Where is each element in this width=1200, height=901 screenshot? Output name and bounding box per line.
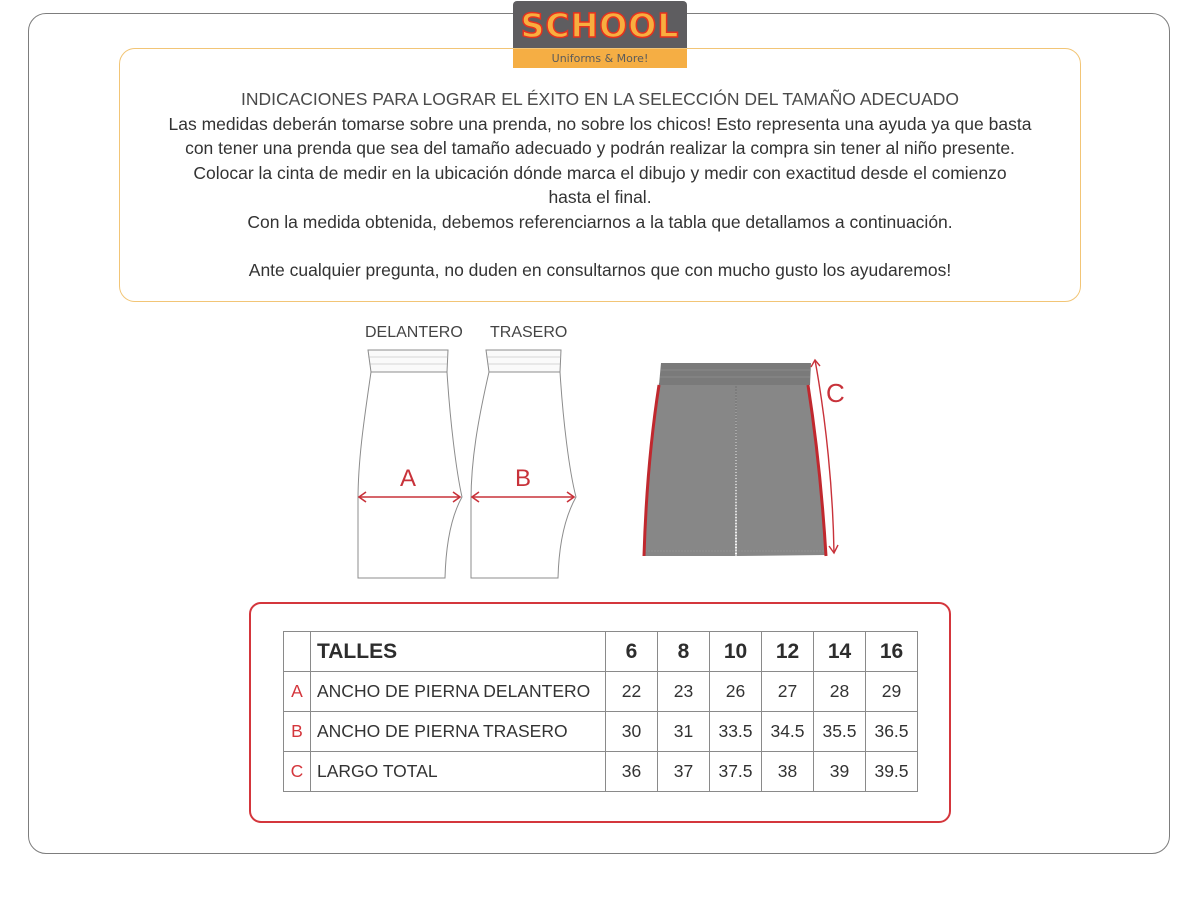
row-value: 33.5 [710,712,762,752]
row-value: 30 [606,712,658,752]
row-value: 37.5 [710,752,762,792]
header-letter-cell [284,632,311,672]
instructions-line: Con la medida obtenida, debemos referenciarnos a la tabla que detallamos a continuación. [247,211,953,232]
row-value: 22 [606,672,658,712]
row-value: 28 [814,672,866,712]
size-header: 14 [814,632,866,672]
row-value: 37 [658,752,710,792]
size-header: 16 [866,632,918,672]
instructions-line: Las medidas deberán tomarse sobre una prenda, no sobre los chicos! Esto representa una ayuda ya que basta [168,113,1032,134]
size-header: 8 [658,632,710,672]
row-value: 36.5 [866,712,918,752]
row-name: LARGO TOTAL [311,752,606,792]
instructions-line: hasta el final. [548,187,652,207]
row-name: ANCHO DE PIERNA TRASERO [311,712,606,752]
front-view-label: DELANTERO [365,324,463,341]
measure-c-label: C [826,378,845,408]
row-value: 36 [606,752,658,792]
row-value: 34.5 [762,712,814,752]
measure-b-label: B [515,465,532,492]
row-value: 38 [762,752,814,792]
size-header: 10 [710,632,762,672]
row-value: 39.5 [866,752,918,792]
size-table-header [284,632,918,672]
size-table [283,631,918,792]
row-value: 26 [710,672,762,712]
row-letter: A [284,672,311,712]
row-value: 27 [762,672,814,712]
instructions-line: Colocar la cinta de medir en la ubicación dónde marca el dibujo y medir con exactitud desde el comienzo [193,162,1007,183]
measure-a-label: A [400,465,417,492]
instructions-line: con tener una prenda que sea del tamaño adecuado y podrán realizar la compra sin tener al niño presente. [185,138,1015,158]
table-row [284,672,918,712]
back-view-label: TRASERO [490,324,568,341]
row-value: 29 [866,672,918,712]
header-label: TALLES [311,632,606,672]
table-row [284,752,918,792]
row-value: 23 [658,672,710,712]
instructions-title: INDICACIONES PARA LOGRAR EL ÉXITO EN LA SELECCIÓN DEL TAMAÑO ADECUADO [240,89,959,109]
row-value: 39 [814,752,866,792]
row-value: 31 [658,712,710,752]
row-value: 35.5 [814,712,866,752]
instructions-closing: Ante cualquier pregunta, no duden en consultarnos que con mucho gusto los ayudaremos! [248,260,952,280]
logo-title: SCHOOL [520,5,680,45]
row-name: ANCHO DE PIERNA DELANTERO [311,672,606,712]
size-header: 6 [606,632,658,672]
row-letter: C [284,752,311,792]
size-header: 12 [762,632,814,672]
table-row [284,712,918,752]
row-letter: B [284,712,311,752]
logo-tagline: Uniforms & More! [513,49,687,68]
